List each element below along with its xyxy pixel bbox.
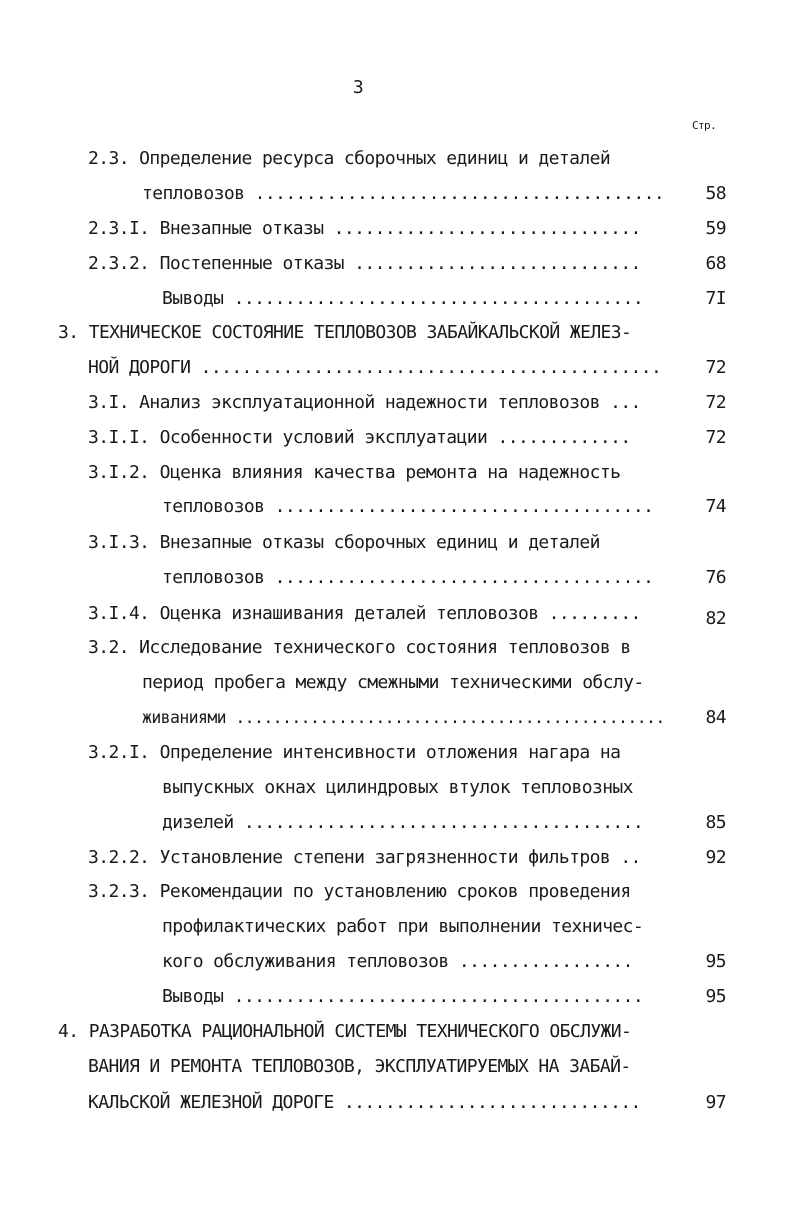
toc-entry-text: кого обслуживания тепловозов .................: [162, 951, 633, 972]
toc-entry-text: 3.2. Исследование технического состояния тепловозов в: [88, 637, 631, 658]
toc-page-number: 95: [705, 951, 726, 972]
toc-page-number: 84: [705, 707, 726, 728]
toc-page-number: 72: [705, 357, 726, 378]
toc-page-number: 59: [705, 218, 726, 239]
toc-entry-text: тепловозов ........................................: [142, 183, 665, 204]
toc-page-number: 72: [705, 392, 726, 413]
toc-entry-text: 3.I. Анализ эксплуатационной надежности тепловозов ...: [88, 392, 641, 413]
toc-page-number: 74: [705, 496, 726, 517]
toc-entry-text: тепловозов .....................................: [162, 567, 654, 588]
toc-entry-text: профилактических работ при выполнении техничес-: [162, 916, 644, 937]
toc-entry-text: КАЛЬСКОЙ ЖЕЛЕЗНОЙ ДОРОГЕ .............................: [88, 1092, 641, 1113]
toc-page-number: 85: [705, 812, 726, 833]
toc-entry-text: Выводы ........................................: [162, 986, 644, 1007]
toc-page-number: 72: [705, 427, 726, 448]
toc-entry-text: период пробега между смежными техническими обслу-: [142, 672, 644, 693]
toc-entry-text: выпускных окнах цилиндровых втулок тепловозных: [162, 777, 633, 798]
toc-page-number: 92: [705, 847, 726, 868]
toc-entry-text: НОЙ ДОРОГИ .............................................: [88, 357, 662, 378]
toc-page-number: 76: [705, 567, 726, 588]
toc-entry-text: ВАНИЯ И РЕМОНТА ТЕПЛОВОЗОВ, ЭКСПЛУАТИРУЕМЫХ НА ЗАБАЙ-: [88, 1056, 631, 1077]
toc-entry-text: 3.I.4. Оценка изнашивания деталей тепловозов .........: [88, 603, 641, 624]
toc-page-number: 82: [705, 608, 726, 629]
toc-page-number: 58: [705, 183, 726, 204]
page-number: 3: [352, 77, 364, 98]
toc-page-number: 95: [705, 986, 726, 1007]
toc-entry-text: 3.I.3. Внезапные отказы сборочных единиц и деталей: [88, 532, 600, 553]
toc-entry-text: дизелей .......................................: [162, 812, 644, 833]
toc-page-number: 68: [705, 253, 726, 274]
toc-page-number: 7I: [705, 288, 726, 309]
toc-entry-text: 3.2.2. Установление степени загрязненности фильтров ..: [88, 847, 641, 868]
toc-entry-text: живаниями ..............................................: [142, 708, 665, 727]
toc-entry-text: 3.I.2. Оценка влияния качества ремонта на надежность: [88, 462, 621, 483]
toc-entry-text: 4. РАЗРАБОТКА РАЦИОНАЛЬНОЙ СИСТЕМЫ ТЕХНИЧЕСКОГО ОБСЛУЖИ-: [58, 1021, 632, 1042]
toc-entry-text: 3.2.I. Определение интенсивности отложения нагара на: [88, 742, 621, 763]
toc-entry-text: 3. ТЕХНИЧЕСКОЕ СОСТОЯНИЕ ТЕПЛОВОЗОВ ЗАБАЙКАЛЬСКОЙ ЖЕЛЕЗ-: [58, 322, 632, 343]
toc-entry-text: 3.2.3. Рекомендации по установлению сроков проведения: [88, 881, 631, 902]
toc-entry-text: Выводы ........................................: [162, 288, 644, 309]
toc-entry-text: тепловозов .....................................: [162, 496, 654, 517]
toc-entry-text: 2.3. Определение ресурса сборочных единиц и деталей: [88, 148, 611, 169]
toc-page-number: 97: [705, 1092, 726, 1113]
toc-entry-text: 2.3.2. Постепенные отказы ............................: [88, 253, 641, 274]
toc-entry-text: 2.3.I. Внезапные отказы ..............................: [88, 218, 641, 239]
page-column-label: Стр.: [692, 119, 717, 132]
toc-entry-text: 3.I.I. Особенности условий эксплуатации .............: [88, 427, 631, 448]
